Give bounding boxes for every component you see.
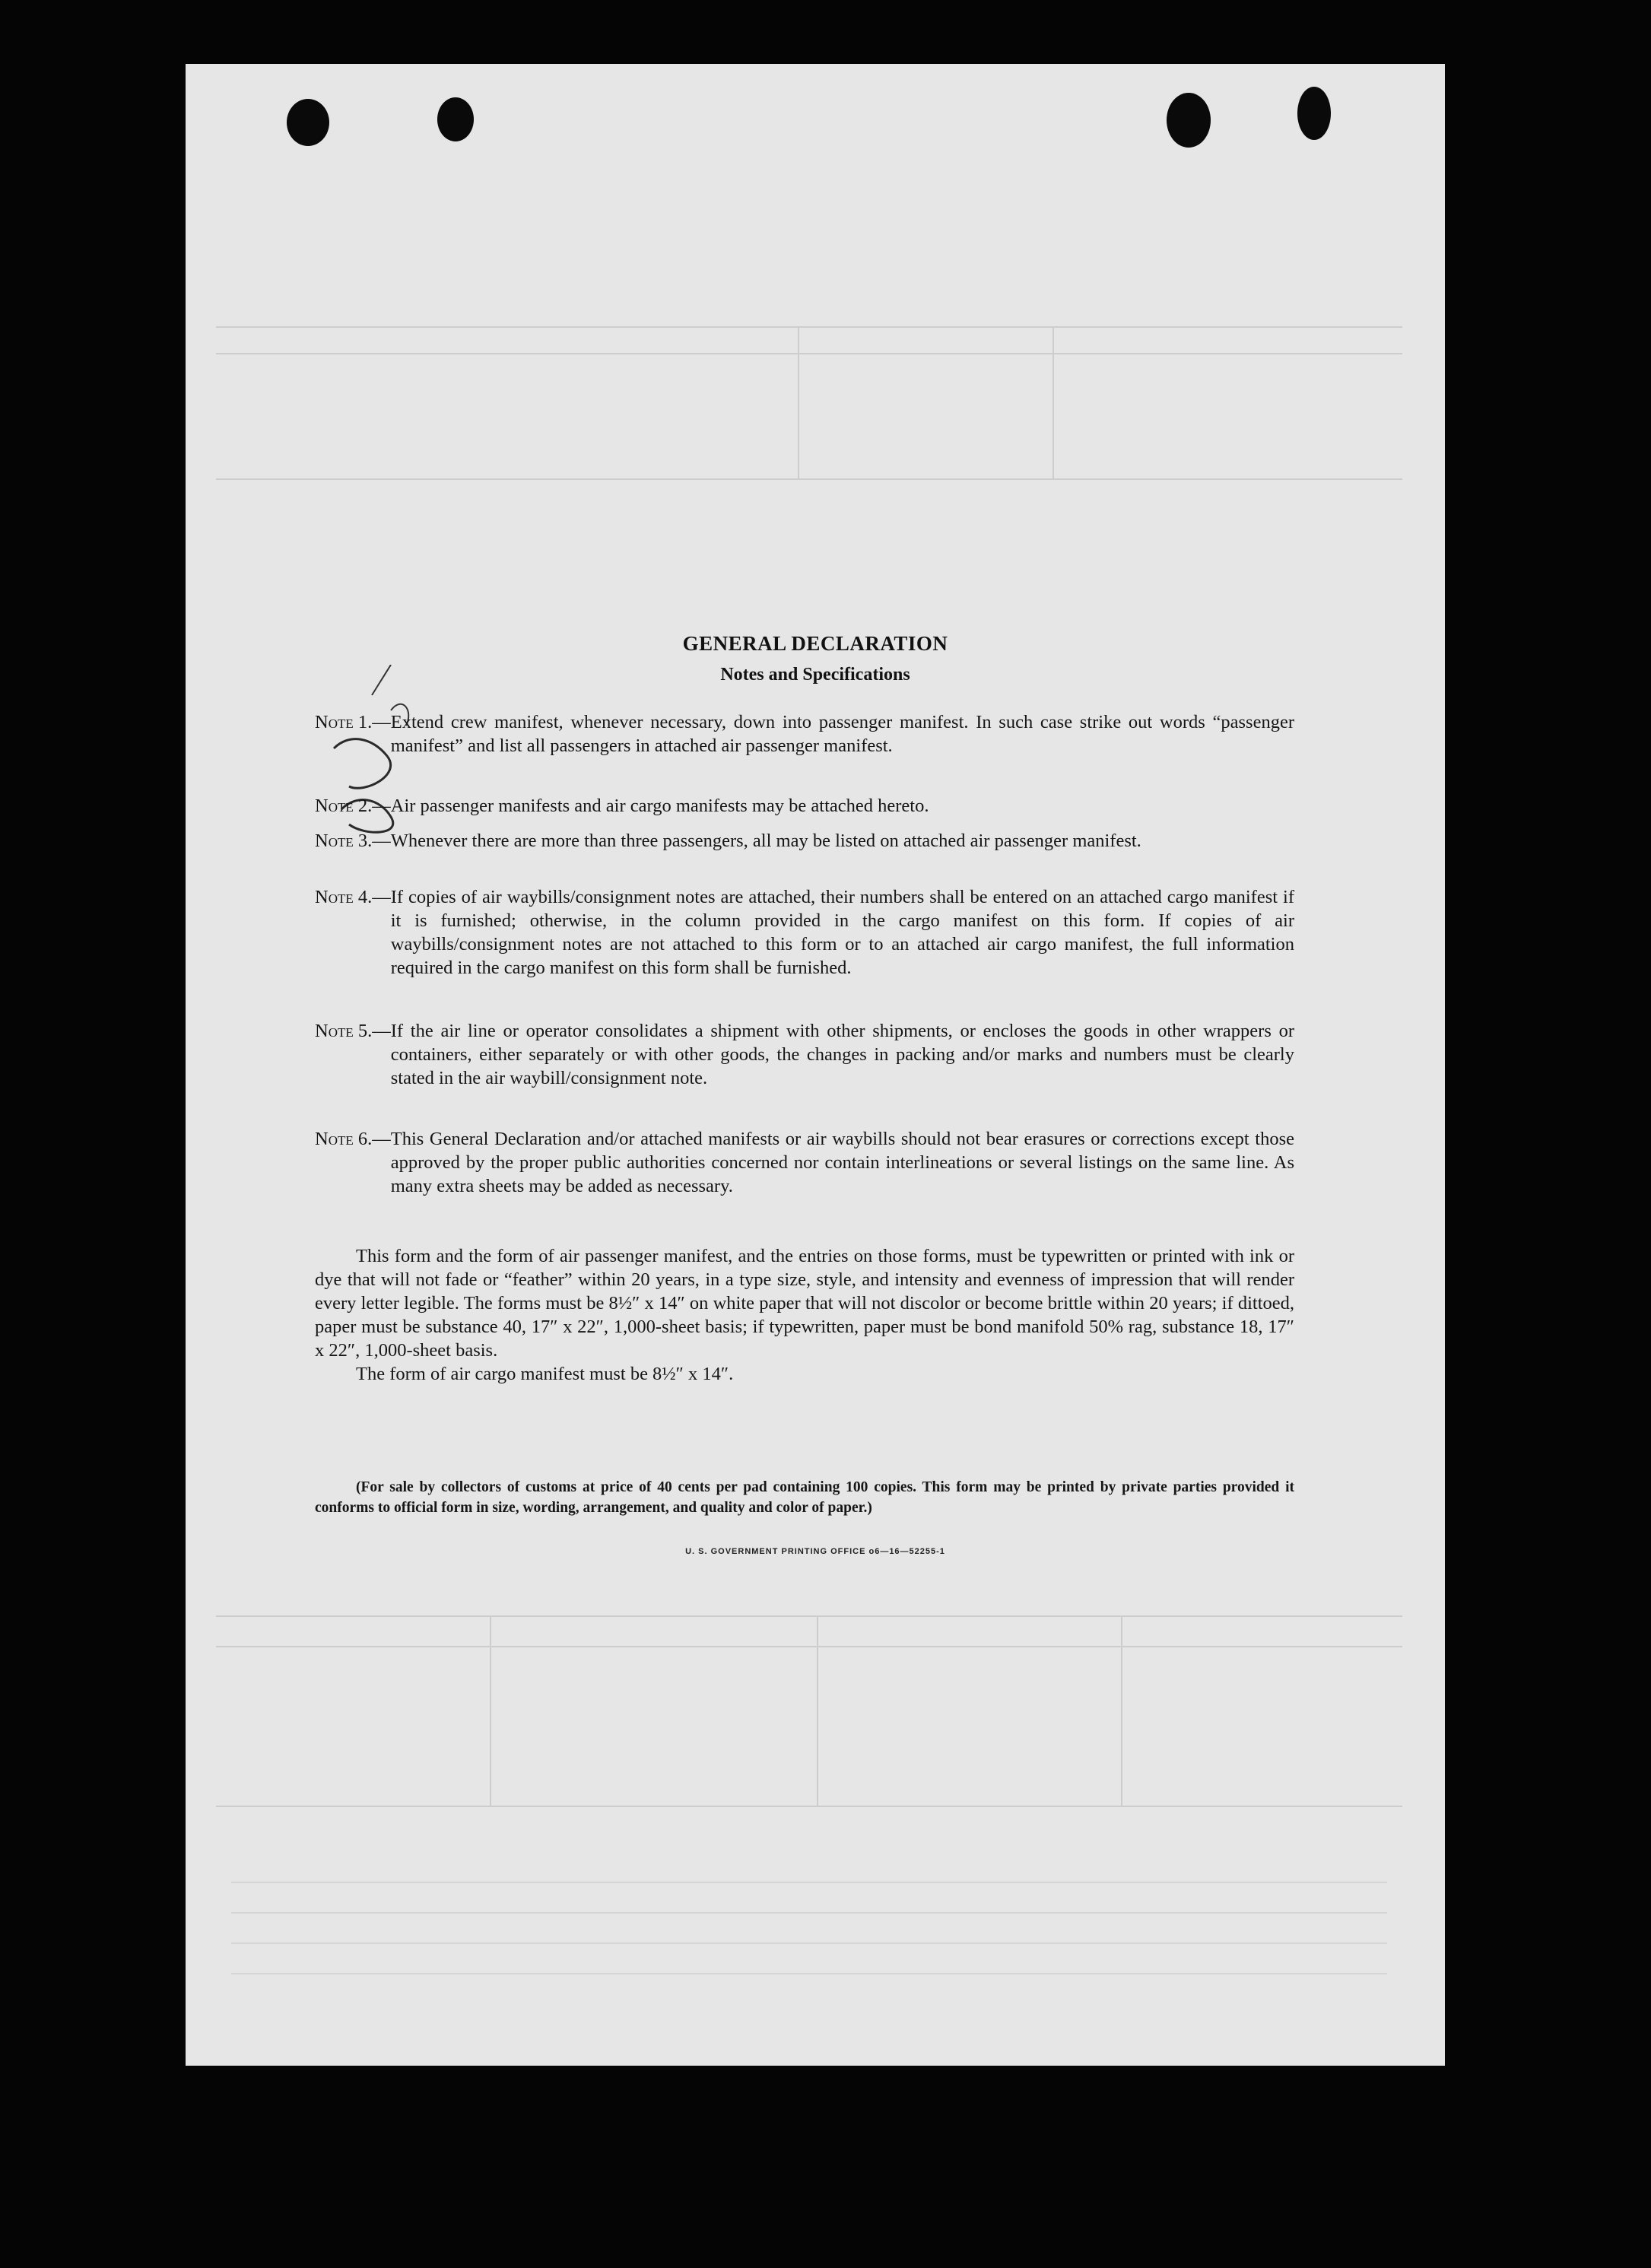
bleed-through-line	[798, 326, 799, 478]
bleed-through-line	[216, 1615, 1402, 1617]
note-text: This General Declaration and/or attached manifests or air waybills should not bear erasures or corrections except those approved by the proper public authorities concerned nor contain interlineations or several listings on the same line. As many extra sheets may be added as necessary.	[390, 1129, 1294, 1196]
note-4	[315, 885, 1294, 980]
note-label: Note 2.—	[315, 796, 391, 816]
note-1	[315, 710, 1294, 758]
page-title: GENERAL DECLARATION	[682, 632, 948, 655]
sale-note	[315, 1477, 1294, 1518]
note-label: Note 5.—	[315, 1021, 391, 1041]
bleed-through-line	[231, 1942, 1387, 1944]
paragraph-text: This form and the form of air passenger manifest, and the entries on those forms, must be typewritten or printed with ink or dye that will not fade or “feather” within 20 years, in a type size, style, and intensity and evenness of impression that will render every letter legible. The forms must be 8½″ x 14″ on white paper that will not discolor or become brittle within 20 years; if dittoed, paper must be substance 40, 17″ x 22″, 1,000-sheet basis; if typewritten, paper must be bond manifold 50% rag, substance 18, 17″ x 22″, 1,000-sheet basis.	[315, 1246, 1294, 1361]
note-text: Whenever there are more than three passengers, all may be listed on attached air passenger manifest.	[390, 831, 1141, 851]
bleed-through-line	[231, 1882, 1387, 1883]
punch-hole	[1167, 93, 1211, 148]
bleed-through-line	[216, 326, 1402, 328]
bleed-through-line	[216, 478, 1402, 480]
paragraph-text: The form of air cargo manifest must be 8½″ x 14″.	[356, 1364, 734, 1384]
bleed-through-line	[1053, 326, 1054, 478]
bleed-through-line	[216, 353, 1402, 354]
note-2	[315, 794, 1294, 818]
sale-note-text: (For sale by collectors of customs at price of 40 cents per pad containing 100 copies. This form may be printed by private parties provided it conforms to official form in size, wording, arrangement, and quality and color of paper.)	[315, 1479, 1294, 1516]
page-subtitle: Notes and Specifications	[720, 665, 910, 685]
document-page	[186, 64, 1445, 2066]
bleed-through-line	[216, 1806, 1402, 1807]
bleed-through-line	[216, 1646, 1402, 1647]
bleed-through-line	[231, 1973, 1387, 1974]
punch-hole	[437, 97, 474, 141]
bleed-through-line	[817, 1615, 818, 1806]
note-text: Extend crew manifest, whenever necessary, down into passenger manifest. In such case strike out words “passenger manifest” and list all passengers in attached air passenger manifest.	[390, 712, 1294, 756]
bleed-through-line	[1121, 1615, 1122, 1806]
punch-hole	[287, 99, 329, 146]
bleed-through-line	[231, 1912, 1387, 1914]
note-text: Air passenger manifests and air cargo manifests may be attached hereto.	[390, 796, 929, 816]
note-3	[315, 829, 1294, 853]
note-label: Note 1.—	[315, 712, 391, 732]
punch-hole	[1297, 87, 1331, 140]
note-text: If copies of air waybills/consignment notes are attached, their numbers shall be entered on an attached cargo manifest if it is furnished; otherwise, in the column provided in the cargo manifest on this form. If copies of air waybills/consignment notes are not attached to this form or to an attached air cargo manifest, the full information required in the cargo manifest on this form shall be furnished.	[390, 887, 1294, 978]
note-label: Note 4.—	[315, 887, 391, 907]
note-5	[315, 1019, 1294, 1090]
note-label: Note 6.—	[315, 1129, 391, 1149]
printing-office-line: U. S. GOVERNMENT PRINTING OFFICE o6—16—52255-1	[685, 1547, 945, 1556]
bleed-through-line	[490, 1615, 491, 1806]
note-6	[315, 1127, 1294, 1198]
specifications-paragraph	[315, 1244, 1294, 1386]
note-label: Note 3.—	[315, 831, 391, 851]
note-text: If the air line or operator consolidates a shipment with other shipments, or encloses the goods in other wrappers or containers, either separately or with other goods, the changes in packing and/or marks and numbers must be clearly stated in the air waybill/consignment note.	[390, 1021, 1294, 1088]
